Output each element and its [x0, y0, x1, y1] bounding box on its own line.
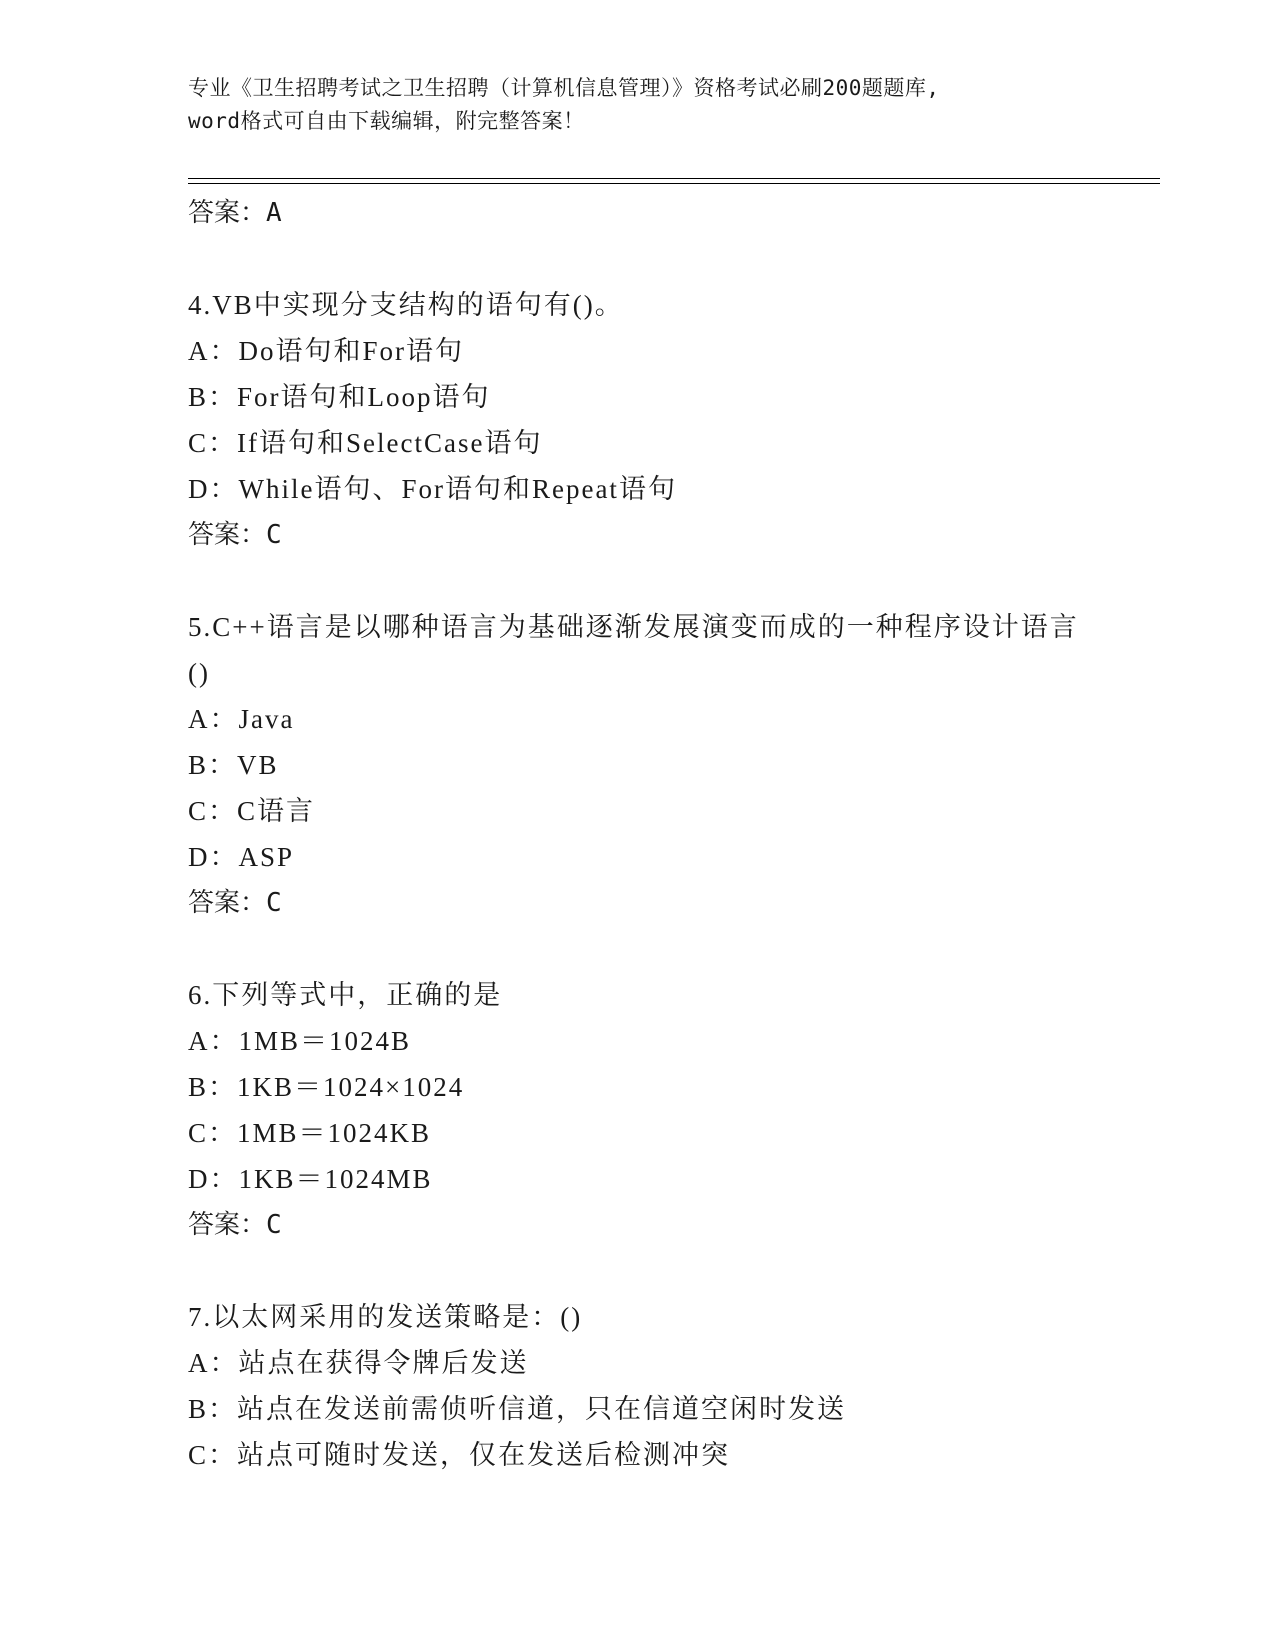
- answer-line: 答案：A: [188, 198, 282, 228]
- question-text: 5.C++语言是以哪种语言为基础逐渐发展演变而成的一种程序设计语言(): [188, 612, 1079, 688]
- document-header: [188, 72, 1088, 138]
- header-divider-bottom: [188, 183, 1160, 184]
- option-b: B：站点在发送前需侦听信道，只在信道空闲时发送: [188, 1394, 847, 1424]
- option-c: C：站点可随时发送，仅在发送后检测冲突: [188, 1440, 731, 1470]
- header-line-2: word格式可自由下载编辑，附完整答案！: [188, 109, 585, 133]
- question-text: 7.以太网采用的发送策略是：(): [188, 1302, 583, 1332]
- option-c: C：1MB＝1024KB: [188, 1118, 432, 1148]
- answer-line: 答案：C: [188, 888, 282, 918]
- question-text: 4.VB中实现分支结构的语句有()。: [188, 290, 624, 320]
- option-a: A：Java: [188, 704, 295, 734]
- spacer: [188, 926, 1148, 972]
- option-a: A：站点在获得令牌后发送: [188, 1348, 529, 1378]
- answer-line: 答案：C: [188, 520, 282, 550]
- question-block: [188, 282, 1148, 558]
- question-text: 6.下列等式中，正确的是: [188, 980, 503, 1010]
- option-d: D：While语句、For语句和Repeat语句: [188, 474, 677, 504]
- header-line-1: 专业《卫生招聘考试之卫生招聘（计算机信息管理）》资格考试必刷200题题库,: [188, 76, 940, 100]
- option-b: B：1KB＝1024×1024: [188, 1072, 465, 1102]
- spacer: [188, 558, 1148, 604]
- answer-line: 答案：C: [188, 1210, 282, 1240]
- option-d: D：1KB＝1024MB: [188, 1164, 433, 1194]
- question-content: [188, 190, 1148, 1478]
- question-block: [188, 972, 1148, 1248]
- question-block: [188, 604, 1148, 926]
- option-c: C：C语言: [188, 796, 316, 826]
- option-b: B：For语句和Loop语句: [188, 382, 491, 412]
- option-a: A：Do语句和For语句: [188, 336, 465, 366]
- option-c: C：If语句和SelectCase语句: [188, 428, 543, 458]
- question-block: [188, 1294, 1148, 1478]
- header-divider-top: [188, 178, 1160, 179]
- option-d: D：ASP: [188, 842, 295, 872]
- option-b: B：VB: [188, 750, 279, 780]
- spacer: [188, 1248, 1148, 1294]
- option-a: A：1MB＝1024B: [188, 1026, 412, 1056]
- spacer: [188, 236, 1148, 282]
